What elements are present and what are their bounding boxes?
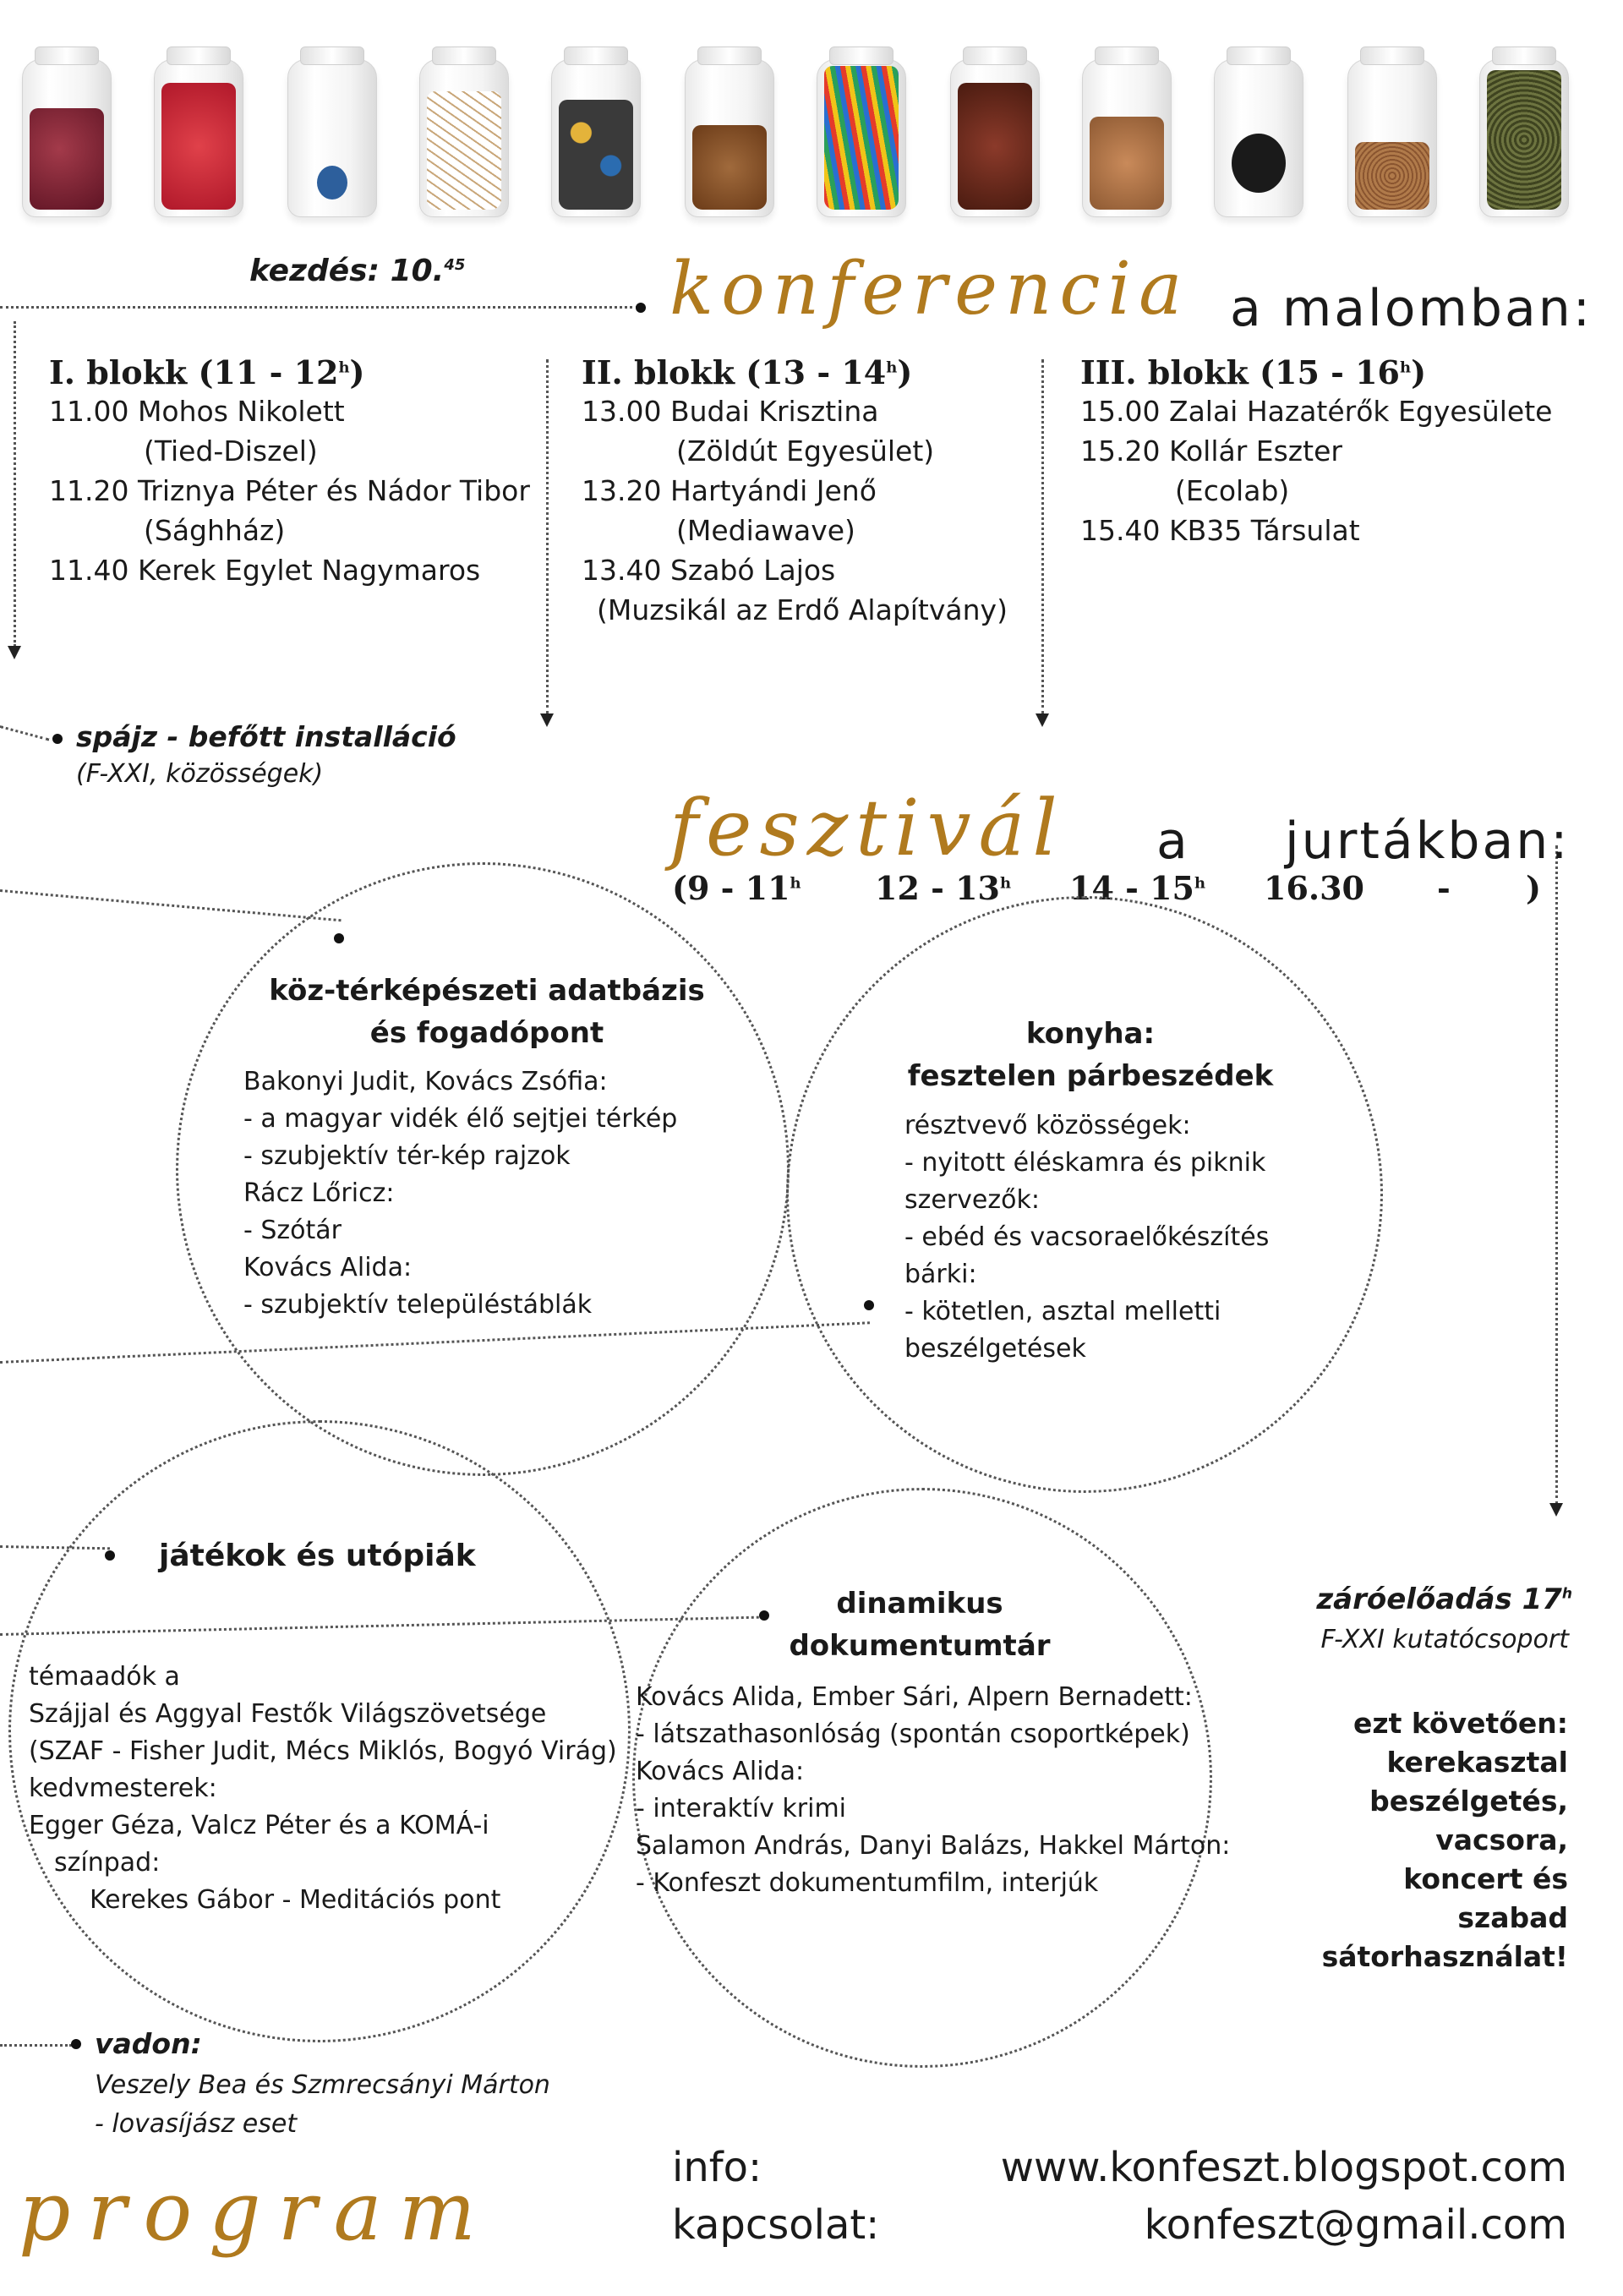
block-3 — [1080, 353, 1552, 550]
time-slot: - — [1437, 869, 1451, 907]
closing-line: beszélgetés, — [1369, 1785, 1568, 1818]
map-title: köz-térképészeti adatbázis és fogadópont — [269, 974, 705, 1050]
jar-cones — [950, 59, 1040, 217]
block-3-title: III. blokk (15 - 16$^h$) — [1080, 353, 1427, 391]
block-3-line: 15.00 Zalai Hazatérők Egyesülete — [1080, 395, 1553, 428]
top-dotted-line — [0, 306, 638, 309]
time-slot: 16.30 — [1264, 869, 1364, 907]
arrow-down-icon — [540, 713, 554, 727]
docs-line: Kovács Alida: — [636, 1757, 805, 1786]
block-3-line: 15.40 KB35 Társulat — [1080, 514, 1360, 547]
kitchen-line: szervezők: — [904, 1185, 1040, 1215]
docs-details — [636, 1679, 1230, 1902]
vadon-line-text: - lovasíjász eset — [95, 2109, 298, 2139]
arrow-down-icon — [1036, 713, 1049, 727]
arrow-line-left — [14, 321, 16, 647]
games-line: témaadók a — [29, 1662, 180, 1692]
time-slot: 12 - 13$^h$ — [875, 869, 1012, 907]
start-label: kezdés: 10. — [249, 254, 445, 288]
kitchen-line: bárki: — [904, 1260, 977, 1289]
festival-title: fesztivál — [669, 783, 1065, 873]
block-2-line: 13.20 Hartyándi Jenő — [582, 474, 877, 507]
games-line: színpad: — [54, 1848, 161, 1878]
games-title: játékok és utópiák — [159, 1539, 476, 1573]
start-sup: 45 — [444, 256, 466, 274]
arrow-down-icon — [1549, 1503, 1563, 1517]
closing-line: ezt követően: — [1353, 1707, 1568, 1740]
closing-after — [1268, 1704, 1568, 1976]
jar-onions — [22, 59, 112, 217]
map-details — [243, 1063, 677, 1324]
games-details — [29, 1659, 617, 1919]
docs-line: - látszathasonlóság (spontán csoportképek) — [636, 1719, 1190, 1749]
jar-potatoes — [1082, 59, 1172, 217]
info-label: info: — [672, 2144, 762, 2191]
jar-pencils — [817, 59, 906, 217]
spajz-subtitle: (F-XXI, közösségek) — [76, 759, 324, 789]
block-2-line: 13.00 Budai Krisztina — [582, 395, 879, 428]
block-2-title: II. blokk (13 - 14$^h$) — [582, 353, 913, 391]
jar-red-beads — [154, 59, 243, 217]
arrow-line-right — [1555, 845, 1558, 1505]
kitchen-line: - ebéd és vacsoraelőkészítés — [904, 1222, 1270, 1252]
festival-a: a — [1156, 812, 1188, 871]
time-slot: 14 - 15$^h$ — [1069, 869, 1206, 907]
block-3-line: (Ecolab) — [1175, 474, 1290, 507]
time-slot: (9 - 11$^h$ — [672, 869, 801, 907]
map-line: Kovács Alida: — [243, 1253, 413, 1282]
spajz-line — [0, 725, 49, 741]
contact-label: kapcsolat: — [672, 2201, 880, 2249]
vadon-details — [95, 2066, 550, 2144]
kitchen-line: résztvevő közösségek: — [904, 1111, 1191, 1140]
arrow-line-block1 — [546, 359, 549, 714]
docs-title: dinamikus dokumentumtár — [789, 1587, 1051, 1663]
map-bullet — [334, 933, 344, 943]
block-1-line: (Sághház) — [144, 514, 286, 547]
jar-chestnuts — [685, 59, 774, 217]
jar-lentils — [1347, 59, 1437, 217]
connector-line — [0, 889, 342, 921]
vadon-line — [0, 2044, 72, 2047]
closing-line: vacsora, — [1435, 1823, 1568, 1856]
block-1-line: 11.40 Kerek Egylet Nagymaros — [49, 554, 481, 587]
games-line: kedvmesterek: — [29, 1774, 217, 1803]
program-title: program — [19, 2164, 493, 2259]
closing-line: kerekasztal — [1386, 1746, 1568, 1779]
block-1-line: 11.00 Mohos Nikolett — [49, 395, 345, 428]
games-bullet — [105, 1550, 115, 1561]
kitchen-title: konyha: fesztelen párbeszédek — [907, 1017, 1274, 1093]
closing-line: koncert és — [1403, 1862, 1568, 1895]
block-2-line: (Zöldút Egyesület) — [676, 435, 935, 467]
block-1-title: I. blokk (11 - 12$^h$) — [49, 353, 365, 391]
contact-email-link[interactable]: konfeszt@gmail.com — [1144, 2201, 1567, 2249]
block-1-line: (Tied-Diszel) — [144, 435, 318, 467]
jar-string — [419, 59, 509, 217]
block-2-line: (Mediawave) — [676, 514, 855, 547]
map-line: - a magyar vidék élő sejtjei térkép — [243, 1104, 678, 1134]
map-line: - szubjektív tér-kép rajzok — [243, 1141, 571, 1171]
games-line: Kerekes Gábor - Meditációs pont — [90, 1885, 501, 1915]
block-3-line: 15.20 Kollár Eszter — [1080, 435, 1342, 467]
vadon-title: vadon: — [95, 2027, 202, 2060]
top-bullet — [636, 303, 646, 313]
docs-line: Salamon András, Danyi Balázs, Hakkel Márton: — [636, 1831, 1231, 1861]
block-2-line: (Muzsikál az Erdő Alapítvány) — [597, 593, 1008, 626]
kitchen-bullet — [864, 1300, 874, 1310]
kitchen-line: - kötetlen, asztal melletti — [904, 1297, 1221, 1326]
jar-blue-bird — [287, 59, 377, 217]
block-1-line: 11.20 Triznya Péter és Nádor Tibor — [49, 474, 530, 507]
arrow-line-block2 — [1041, 359, 1044, 714]
vadon-bullet — [71, 2039, 81, 2049]
spajz-bullet — [52, 734, 63, 744]
start-time — [249, 254, 465, 288]
jar-buttons — [551, 59, 641, 217]
block-1 — [49, 353, 530, 590]
conference-title: konferencia — [669, 247, 1190, 331]
docs-line: - interaktív krimi — [636, 1794, 847, 1823]
spajz-title: spájz - befőtt installáció — [76, 720, 456, 753]
kitchen-line: - nyitott éléskamra és piknik — [904, 1148, 1266, 1178]
map-line: Rácz Lőricz: — [243, 1178, 395, 1208]
vadon-line-text: Veszely Bea és Szmrecsányi Márton — [95, 2070, 550, 2100]
jar-herbs — [1479, 59, 1569, 217]
docs-line: Kovács Alida, Ember Sári, Alpern Bernadett: — [636, 1682, 1193, 1712]
closing-subtitle: F-XXI kutatócsoport — [1320, 1625, 1569, 1654]
jar-headphones — [1214, 59, 1303, 217]
kitchen-details — [904, 1107, 1269, 1368]
closing-line: szabad — [1457, 1901, 1568, 1934]
map-line: - Szótár — [243, 1216, 342, 1245]
closing-title: záróelőadás 17$^h$ — [1316, 1583, 1572, 1616]
arrow-down-icon — [8, 646, 21, 659]
closing-line: sátorhasználat! — [1321, 1940, 1568, 1973]
docs-line: - Konfeszt dokumentumfilm, interjúk — [636, 1868, 1099, 1898]
map-line: - szubjektív településtáblák — [243, 1290, 593, 1320]
block-2-line: 13.40 Szabó Lajos — [582, 554, 836, 587]
block-2 — [582, 353, 1008, 630]
games-line: Egger Géza, Valcz Péter és a KOMÁ-i — [29, 1811, 489, 1840]
info-link[interactable]: www.konfeszt.blogspot.com — [1000, 2144, 1567, 2191]
conference-subtitle: a malomban: — [1230, 279, 1593, 338]
games-line: (SZAF - Fisher Judit, Mécs Miklós, Bogyó Virág) — [29, 1736, 617, 1766]
map-line: Bakonyi Judit, Kovács Zsófia: — [243, 1067, 608, 1096]
games-line: Szájjal és Aggyal Festők Világszövetsége — [29, 1699, 547, 1729]
time-slot: ) — [1526, 869, 1541, 907]
festival-subtitle: jurtákban: — [1285, 812, 1571, 871]
kitchen-line: beszélgetések — [904, 1334, 1086, 1364]
